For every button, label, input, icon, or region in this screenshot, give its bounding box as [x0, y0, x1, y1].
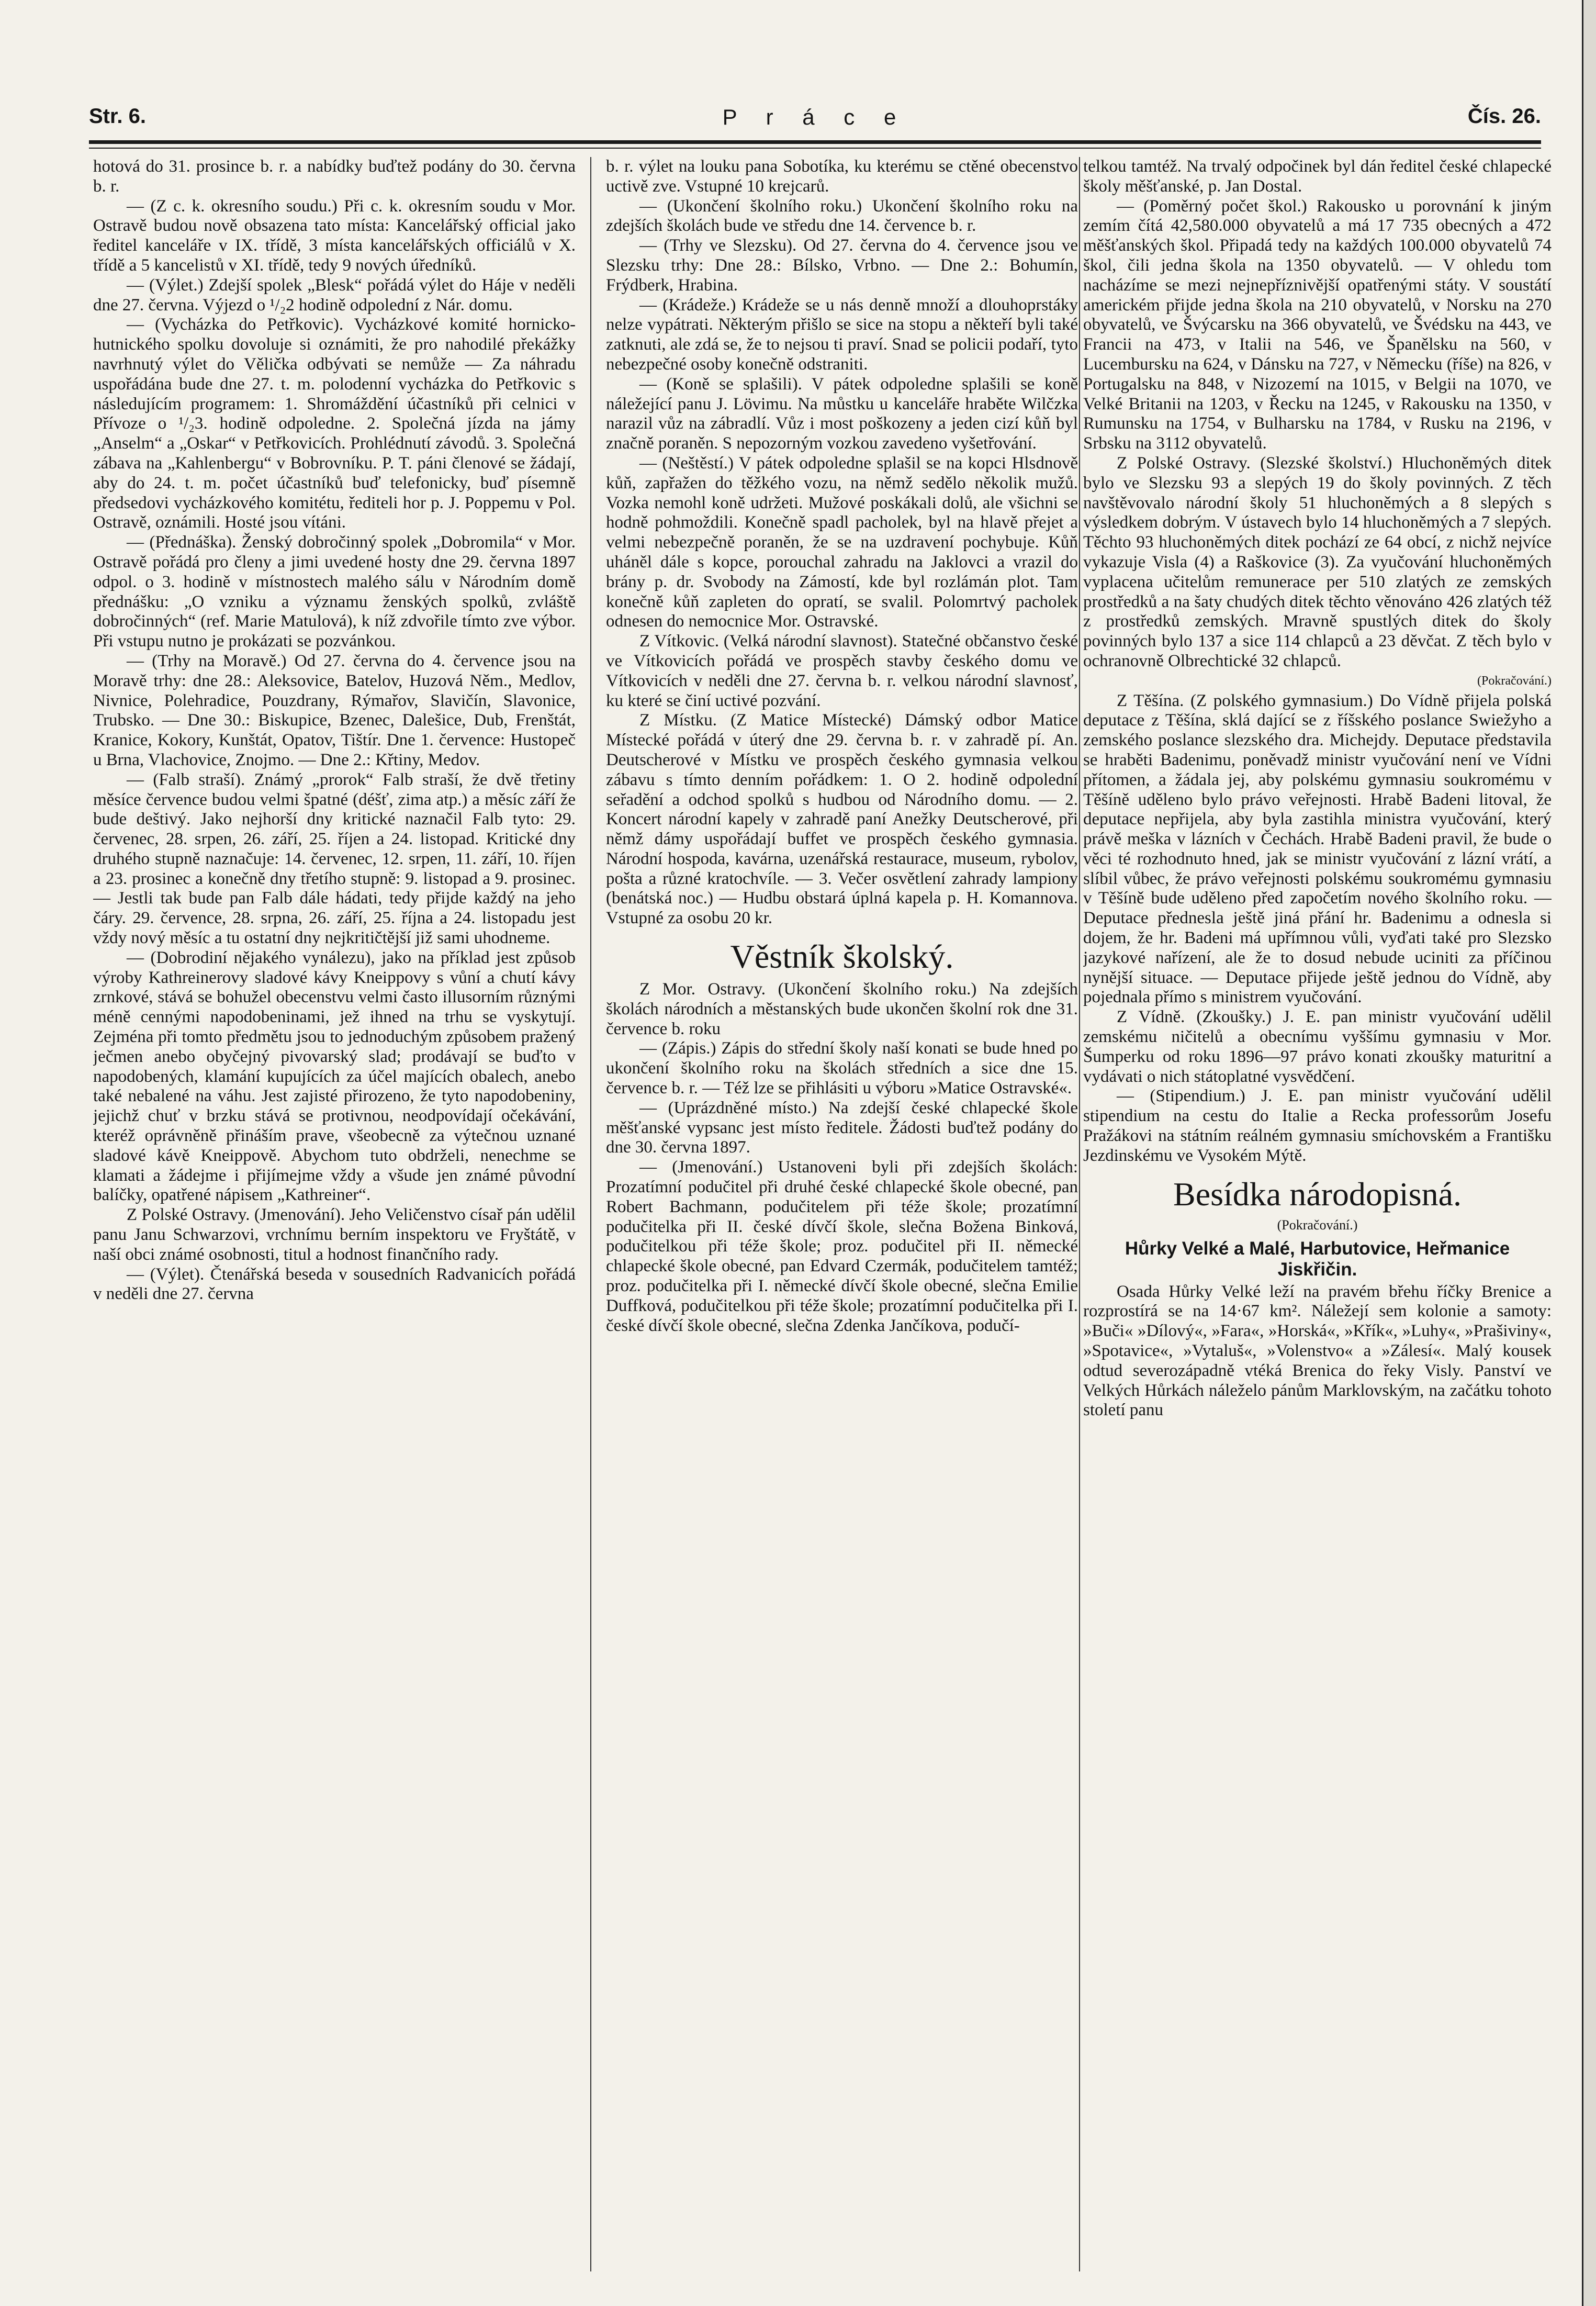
article-court: — (Z c. k. okresního soudu.) Při c. k. okresním soudu v Mor. Ostravě budou nově obsazena tato místa: Kancelářský official jako ředitel kanceláře v IX. třídě, 3 místa kancelářských officiálů v X. třídě a 5 kancelistů v XI. třídě, tedy 9 nových úředníků.: [93, 196, 576, 275]
continued-note: (Pokračování.): [1277, 1217, 1358, 1233]
article-hurky: Osada Hůrky Velké leží na pravém břehu říčky Brenice a rozprostírá se na 14·67 km². Náležejí sem kolonie a samoty: »Buči« »Dílový«, »Fara«, »Horská«, »Křík«, »Luhy«, »Prašiviny«, »Spotavice«, »Vytaluš«, »Volenstvo« a »Zálesí«. Malý kousek odtud severozápadně vtéká Brenica do řeky Visly. Panství ve Velkých Hůrkách náleželo pánům Marklovským, na začátku tohoto století panu: [1083, 1282, 1552, 1420]
article-enrollment: — (Zápis.) Zápis do střední školy naší konati se bude hned po ukončení školního roku na školách středních a sice dne 15. července b. r. — Též lze se přihlásiti u výboru »Matice Ostravské«.: [606, 1039, 1078, 1098]
page-number: Str. 6.: [89, 105, 146, 128]
article-radvanice: — (Výlet). Čtenářská beseda v sousedních Radvanicích pořádá v neděli dne 27. června: [93, 1264, 576, 1304]
article-stipend: — (Stipendium.) J. E. pan ministr vyučování udělil stipendium na cestu do Italie a Recka professorům Josefu Pražákovi na státním reálném gymnasiu smíchovském a Františku Jezdinskému ve Vysokém Mýtě.: [1083, 1087, 1552, 1165]
article-school-statistics: — (Poměrný počet škol.) Rakousko u porovnání k jiným zemím čítá 42,580.000 obyvatelů a má 17 735 obecných a 472 měšťanských škol. Připadá tedy na každých 100.000 obyvatelů 74 škol, čili jedna škola na 1350 obyvatelů. — V ohledu tom nacházíme se mezi nejnepříznivější opatřenými státy. V soustátí americkém přijde jedna škola na 210 obyvatelů, v Norsku na 270 obyvatelů, ve Švýcarsku na 366 obyvatelů, ve Švédsku na 443, ve Francii na 473, v Italii na 546, ve Španělsku na 560, v Lucembursku na 624, v Dánsku na 727, v Německu (říše) na 826, v Portugalsku na 848, v Nizozemí na 1015, v Belgii na 1070, ve Velké Britanii na 1203, v Řecku na 1245, v Rakousku na 1350, v Rumunsku na 1754, v Bulharsku na 1784, v Rusku na 2196, v Srbsku na 3112 obyvatelů.: [1083, 196, 1552, 453]
article-paragraph: b. r. výlet na louku pana Sobotíka, ku kterému se ctěné obecenstvo uctivě zve. Vstupné 10 krejcarů.: [606, 157, 1078, 196]
article-trip: — (Výlet.) Zdejší spolek „Blesk“ pořádá výlet do Háje v neděli dne 27. června. Výjezd o ¹/₂2 hodině odpolední z Nár. domu.: [93, 275, 576, 315]
newspaper-title: P r á c e: [722, 105, 908, 129]
article-school-year: Z Mor. Ostravy. (Ukončení školního roku.) Na zdejších školách národních a městanských bude ukončen školní rok dne 31. července b. roku: [606, 980, 1078, 1038]
article-petrkovice: — (Vycházka do Petřkovic). Vycházkové komité hornicko-hutnického spolku dovoluje si oznámiti, že pro nahodilé překážky navrhnutý výlet do Vělička odbývati se nemůže — Za náhradu uspořádána bude dne 27. t. m. polodenní vycházka do Petřkovic s následujícím programem: 1. Shromáždění účastníků při celnici v Přívoze o ¹/₂3. hodině odpoledne. 2. Společná jízda na jámy „Anselm“ a „Oskar“ v Petřkovicích. Prohlédnutí závodů. 3. Společná zábava na „Kahlenbergu“ v Bobrovníku. P. T. páni členové se žádají, aby do 24. t. m. počet účastníků buď telefonicky, buď písemně předsedovi vycházkového komitétu, řediteli hor p. J. Poppemu v Pol. Ostravě, oznámili. Hosté jsou vítáni.: [93, 315, 576, 532]
article-falb: — (Falb straší). Známý „prorok“ Falb straší, že dvě třetiny měsíce července budou velmi špatné (déšť, zima atp.) a měsíc září že bude deštivý. Jako nejhorší dny kritické naznačil Falb tyto: 29. červenec, 28. srpen, 26. září, 25. říjen a 24. listopad. Kritické dny druhého stupně naznačuje: 14. červenec, 12. srpen, 11. září, 10. říjen a 23. prosinec a konečně dny třetího stupně: 9. listopad a 9. prosinec. — Jestli tak bude pan Falb dále hádati, tedy přijde každý na jeho čáry. 29. července, 28. srpna, 26. září, 25. října a 24. listopadu jest vždy nový měsíc a tu ostatní dny nejkritičtější již sami uhodneme.: [93, 770, 576, 948]
page-header: [89, 105, 1541, 141]
article-markets-silesia: — (Trhy ve Slezsku). Od 27. června do 4. července jsou ve Slezsku trhy: Dne 28.: Bílsko, Vrbno. — Dne 2.: Bohumín, Frýdberk, Hrabina.: [606, 236, 1078, 295]
section-heading-school-news: Věstník školský.: [730, 938, 954, 976]
article-appointments: — (Jmenování.) Ustanoveni byli při zdejších školách: Prozatímní podučitel při druhé české chlapecké škole obecné, pan Robert Bachmann, podučitelem při téže škole; prozatímní podučitelka při II. české dívčí škole, slečna Božena Binková, podučitelkou při téže škole; proz. podučitel při II. německé chlapecké škole obecné, pan Edvard Czermák, podučitelem tamtéž; proz. podučitelka při I. německé dívčí škole obecné, slečna Emilie Duffková, podučitelkou při téže škole; prozatímní podučitelka při I. české dívčí škole obecné, slečna Zdenka Jančíkova, podučí-: [606, 1158, 1078, 1335]
article-polska-ostrava: Z Polské Ostravy. (Jmenování). Jeho Veličenstvo císař pán udělil panu Janu Schwarzovi, vrchnímu berním inspektoru ve Fryštátě, v naší obci známé osobnosti, titul a hodnost finančního rady.: [93, 1205, 576, 1264]
article-thefts: — (Krádeže.) Krádeže se u nás denně množí a dlouhoprstáky nelze vypátrati. Některým přišlo se sice na stopu a někteří byli také zatknuti, ale zdá se, že to nejsou ti praví. Snad se policii podaří, tyto nebezpečné osoby konečně odstraniti.: [606, 295, 1078, 374]
article-tesin: Z Těšína. (Z polského gymnasium.) Do Vídně přijela polská deputace z Těšína, sklá dající se z říšského poslance Swiežyho a zemského poslance slezského dra. Michejdy. Deputace představila se hraběti Badenimu, poněvadž ministr vyučování není ve Vídni přítomen, a žádala jej, aby polskému gymnasiu soukromému v Těšíně uděleno bylo právo veřejnosti. Hrabě Badeni litoval, že deputace nepřijela, aby byla zastihla ministra vyučování, který právě meška v lázních v Čechách. Hrabě Badeni pravil, že bude o věci té rozhodnuto hned, jak se ministr vyučování z lázní vrátí, a slíbil vůbec, že právo veřejnosti polskému soukromému gymnasiu v Těšíně bude uděleno před započetím nového školního roku. — Deputace přednesla ještě jiná přání hr. Badenimu a odnesla si dojem, že hr. Badeni má upřímnou vůli, vyďati také pro Slezsko jazykové nařízení, ale že to dosud nebude uciniti za příčinou nynější situace. — Deputace přijede ještě jednou do Vídně, aby pojednala přímo s ministrem vyučování.: [1083, 691, 1552, 1007]
column-2: [606, 157, 1078, 2271]
page-edge: [1582, 0, 1596, 2306]
issue-number: Čís. 26.: [1467, 105, 1541, 128]
article-vitkovice: Z Vítkovic. (Velká národní slavnost). Statečné občanstvo české ve Vítkovicích pořádá ve prospěch stavby českého domu ve Vítkovicích v neděli dne 27. června b. r. velkou národní slavnosť, ku které se činí uctivé pozvání.: [606, 632, 1078, 710]
article-school-end: — (Ukončení školního roku.) Ukončení školního roku na zdejších školách bude ve středu dne 14. července b. r.: [606, 196, 1078, 236]
article-kathreiner: — (Dobrodiní nějakého vynálezu), jako na příklad jest způsob výroby Kathreinerovy sladové kávy Kneippovy s vůní a chutí kávy zrnkové, stává se bohužel obecenstvu velmi často illusorním různými méně cennými napodobeninami, jež ihned na trhu se vyskytují. Zejména při tomto předmětu jsou to jednoduchým způsobem pražený ječmen anebo obyčejný pivovarský slad; prodávají se buďto v napodobených, klamání kupujících za účel majících obalech, anebo také nebalené na váhu. Jest zajisté přirozeno, že tyto napodobeniny, jejichž chuť v brzku stává se protivnou, neodpovídají očekávání, kteréž oprávněně přináším prave, všeobecně za výtečnou uznané sladové kávě Kneippově. Abychom tuto obdrželi, nenechme se klamati a žádejme i přijímejme vždy a všude jen známé původní balíčky, opatřené nápisem „Kathreiner“.: [93, 948, 576, 1205]
article-title-hurky: Hůrky Velké a Malé, Harbutovice, Heřmanice Jiskřičin.: [1125, 1238, 1510, 1280]
section-heading-ethnography: Besídka národopisná.: [1173, 1175, 1462, 1213]
article-markets-moravia: — (Trhy na Moravě.) Od 27. června do 4. července jsou na Moravě trhy: dne 28.: Aleksovice, Batelov, Huzová Něm., Medlov, Nivnice, Polehradice, Pouzdrany, Rýmařov, Slavičín, Slavonice, Trubsko. — Dne 30.: Biskupice, Bzenec, Dalešice, Dub, Frenštát, Kranice, Kokory, Kunštát, Opatov, Tištír. Dne 1. července: Hustopeč u Brna, Vlachovice, Znojmo. — Dne 2.: Křtiny, Medov.: [93, 651, 576, 769]
article-paragraph: telkou tamtéž. Na trvalý odpočinek byl dán ředitel české chlapecké školy měšťanské, p. Jan Dostal.: [1083, 157, 1552, 196]
column-1: [93, 157, 576, 2271]
article-mistek: Z Místku. (Z Matice Místecké) Dámský odbor Matice Místecké pořádá v úterý dne 29. června b. r. v zahradě pí. An. Deutscherové v Místku ve prospěch českého gymnasia velkou zábavu s tímto denním pořádkem: 1. O 2. hodině odpolední seřadění a odchod spolků s hudbou od Národního domu. — 2. Koncert národní kapely v zahradě paní Anežky Deutscherové, při němž dámy uspořádají buffet ve prospěch českého gymnasia. Národní hospoda, kavárna, uzenářská restaurace, museum, rybolov, pošta a různé kratochvíle. — 3. Večer osvětlení zahrady lampiony (benátská noc.) — Hudbu obstará úplná kapela p. H. Komannova. Vstupné za osobu 20 kr.: [606, 711, 1078, 928]
header-rule: [89, 140, 1541, 144]
article-paragraph: hotová do 31. prosince b. r. a nabídky buďtež podány do 30. června b. r.: [93, 157, 576, 196]
column-separator: [590, 157, 591, 2271]
article-silesian-schools: Z Polské Ostravy. (Slezské školství.) Hluchoněmých ditek bylo ve Slezsku 93 a slepých 19 do školy povinných. Z těch navštěvovalo národní školy 51 hluchoněmých a 8 slepých s výsledkem dobrým. V ústavech bylo 14 hluchoněmých a 7 slepých. Těchto 93 hluchoněmých ditek pochází ze 64 obcí, z nichž nejvíce vykazuje Visla (4) a Raškovice (3). Za vyučování hluchoněmých vyplacena učitelům remunerace per 510 zlatých ze zemských prostředků a na šaty chudých ditek těchto věnováno 426 zlatých též z prostředků zemských. Mravně spustlých ditek do školy povinných bylo 137 a sice 114 chlapců a 23 děvčat. Z těch bylo v ochranovně Olbrechtické 32 chlapců.: [1083, 453, 1552, 670]
article-lecture: — (Přednáška). Ženský dobročinný spolek „Dobromila“ v Mor. Ostravě pořádá pro členy a jimi uvedené hosty dne 29. června 1897 odpol. o 3. hodině v místnostech malého sálu v Národním domě přednášku: „O vzniku a významu ženských spolků, zvláště dobročinných“ (ref. Marie Matulová), k níž zdvořile tímto zve výbor. Při vstupu nutno je prokázati se pozvánkou.: [93, 533, 576, 651]
article-vacancy: — (Uprázdněné místo.) Na zdejší české chlapecké škole měšťanské vypsanc jest místo ředitele. Žádosti buďtež podány do dne 30. června 1897.: [606, 1098, 1078, 1157]
article-accident: — (Neštěstí.) V pátek odpoledne splašil se na kopci Hlsdnově kůň, zapřažen do těžkého vozu, na němž sedělo několik mužů. Vozka nemohl koně udržeti. Mužové poskákali dolů, ale všichni se hodně pohmoždili. Konečně spadl pacholek, byl na hlavě přejet a velmi nebezpečně poraněn, že se na uzdravení pochybuje. Kůň uháněl dále s kopce, porouchal zahradu na Jaklovci a vrazil do brány p. dr. Svobody na Zámostí, kde byl rozlámán plot. Tam konečně kůň zapleten do opratí, se svalil. Polomrtvý pacholek odnesen do nemocnice Mor. Ostravské.: [606, 453, 1078, 631]
continued-note: (Pokračování.): [1477, 674, 1552, 688]
article-vienna-exams: Z Vídně. (Zkoušky.) J. E. pan ministr vyučování udělil zemskému ničitelů a obecnímu vyššímu gymnasiu v Mor. Šumperku od roku 1896—97 právo konati zkoušky maturitní a vydávati o nich státoplatné vysvědčení.: [1083, 1008, 1552, 1086]
column-separator: [1079, 157, 1080, 2271]
header-rule-thin: [89, 148, 1541, 149]
article-horses: — (Koně se splašili). V pátek odpoledne splašili se koně náležející panu J. Lövimu. Na můstku u kanceláře hraběte Wilčzka narazil vůz na zábradlí. Vůz i most poškozeny a jeden cizí kůň byl značně poraněn. S nepozorným vozkou zavedeno vyšetřování.: [606, 374, 1078, 453]
column-3: [1083, 157, 1552, 2271]
